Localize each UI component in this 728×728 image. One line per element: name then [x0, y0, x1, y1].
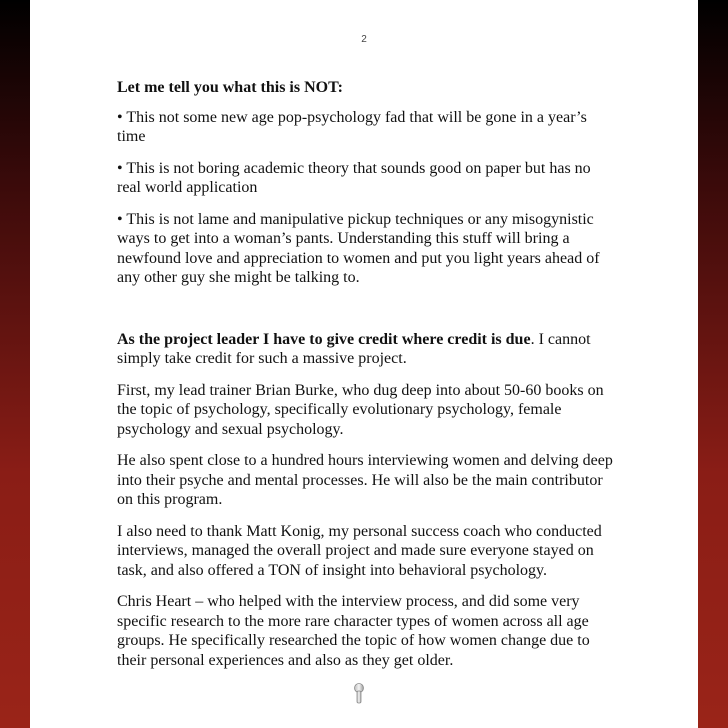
- not-bullet-3: • This is not lame and manipulative pickup techniques or any misogynistic ways to get into a woman’s pants. Understanding this stuff will bring a newfound love and appreciation to women and put you light years ahead of any other guy she might be talking to.: [117, 210, 600, 286]
- page-number: 2: [361, 34, 367, 45]
- credits-paragraph-2: He also spent close to a hundred hours interviewing women and delving deep into their psyche and mental processes. He will also be the main contributor on this program.: [117, 452, 613, 508]
- left-frame-border: [0, 0, 30, 728]
- credits-paragraph-1: First, my lead trainer Brian Burke, who dug deep into about 50-60 books on the topic of psychology, specifically evolutionary psychology, female psychology and sexual psychology.: [117, 381, 604, 438]
- credits-intro-bold: As the project leader I have to give credit where credit is due: [117, 330, 531, 348]
- credits-intro-rest: . I cannot simply take credit for such a massive project.: [117, 330, 591, 367]
- not-bullet-2: • This is not boring academic theory that sounds good on paper but has no real world application: [117, 159, 591, 196]
- not-bullet-1: • This not some new age pop-psychology fad that will be gone in a year’s time: [117, 108, 587, 145]
- credits-paragraph-4: Chris Heart – who helped with the interview process, and did some very specific research to the more rare character types of women across all age groups. He specifically researched the topic of how women change due to their personal experiences and also as they get older.: [117, 593, 590, 669]
- not-section-heading: Let me tell you what this is NOT:: [117, 79, 343, 96]
- section-spacer: [117, 300, 617, 330]
- credits-intro: [117, 330, 617, 369]
- page-content: [117, 78, 617, 682]
- credits-paragraph-3: I also need to thank Matt Konig, my personal success coach who conducted interviews, managed the overall project and made sure everyone stayed on task, and also offered a TON of insight into behavioral psychology.: [117, 522, 602, 579]
- keyhole-scroll-icon[interactable]: [353, 683, 365, 705]
- document-page: [30, 0, 698, 728]
- right-frame-border: [698, 0, 728, 728]
